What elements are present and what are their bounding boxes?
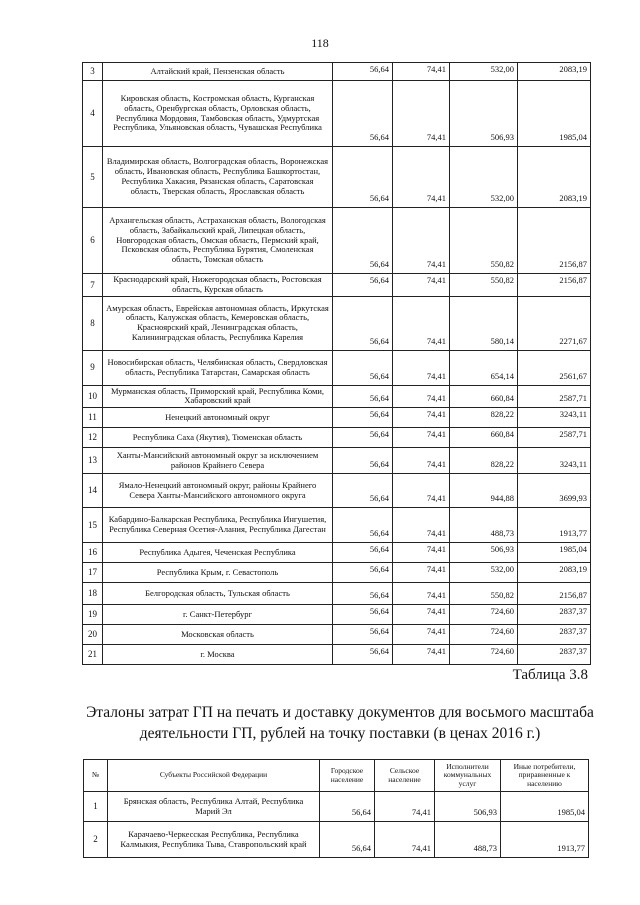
row-value-urban: 56,64 [333,350,393,385]
tariff-table-3-8-body [84,792,589,858]
table-row [83,474,591,508]
table-row [83,81,591,147]
row-number: 4 [83,81,103,147]
row-value-rural: 74,41 [393,563,450,583]
tariff-table-continued [82,62,591,665]
row-value-other: 1913,77 [518,508,591,543]
row-value-urban: 56,64 [333,428,393,448]
row-number: 12 [83,428,103,448]
row-value-rural: 74,41 [375,792,435,822]
table-row [83,63,591,81]
row-value-utilities: 828,22 [450,408,518,428]
row-value-rural: 74,41 [393,385,450,408]
row-value-utilities: 654,14 [450,350,518,385]
row-number: 17 [83,563,103,583]
table-row [84,792,589,822]
row-value-rural: 74,41 [393,274,450,297]
row-value-other: 2587,71 [518,428,591,448]
table-row [83,350,591,385]
row-subject: Мурманская область, Приморский край, Республика Коми, Хабаровский край [103,385,333,408]
row-value-other: 2156,87 [518,274,591,297]
table-row [83,448,591,474]
row-number: 1 [84,792,108,822]
row-value-rural: 74,41 [393,625,450,645]
row-value-urban: 56,64 [333,543,393,563]
row-value-urban: 56,64 [333,605,393,625]
row-value-utilities: 506,93 [450,543,518,563]
row-value-utilities: 550,82 [450,208,518,274]
row-value-urban: 56,64 [333,583,393,605]
row-value-rural: 74,41 [393,81,450,147]
row-subject: Кабардино-Балкарская Республика, Республика Ингушетия, Республика Северная Осетия-Алания, Республика Дагестан [103,508,333,543]
header-num: № [84,760,108,792]
row-value-other: 3243,11 [518,408,591,428]
header-rural: Сельское население [375,760,435,792]
row-value-rural: 74,41 [393,408,450,428]
row-subject: Республика Саха (Якутия), Тюменская область [103,428,333,448]
row-number: 10 [83,385,103,408]
table-row [83,508,591,543]
row-number: 7 [83,274,103,297]
row-value-other: 2083,19 [518,563,591,583]
header-other: Иные потребители, приравненные к населению [501,760,589,792]
page-number: 118 [311,36,329,50]
row-value-utilities: 488,73 [450,508,518,543]
row-value-urban: 56,64 [320,822,375,858]
row-value-utilities: 550,82 [450,583,518,605]
row-value-rural: 74,41 [393,474,450,508]
row-number: 14 [83,474,103,508]
row-value-urban: 56,64 [333,296,393,350]
row-value-urban: 56,64 [333,408,393,428]
row-value-rural: 74,41 [393,605,450,625]
row-subject: Брянская область, Республика Алтай, Республика Марий Эл [108,792,320,822]
row-subject: Белгородская область, Тульская область [103,583,333,605]
row-value-utilities: 724,60 [450,625,518,645]
table-row [83,147,591,208]
row-value-utilities: 506,93 [435,792,501,822]
header-utilities: Исполнители коммунальных услуг [435,760,501,792]
row-subject: Ненецкий автономный округ [103,408,333,428]
row-value-other: 2837,37 [518,645,591,665]
row-value-urban: 56,64 [333,474,393,508]
row-value-rural: 74,41 [393,583,450,605]
row-value-urban: 56,64 [320,792,375,822]
row-subject: Республика Крым, г. Севастополь [103,563,333,583]
row-number: 19 [83,605,103,625]
row-value-urban: 56,64 [333,208,393,274]
row-value-other: 2587,71 [518,385,591,408]
row-value-utilities: 724,60 [450,605,518,625]
row-value-utilities: 580,14 [450,296,518,350]
table-row [83,645,591,665]
row-value-other: 3243,11 [518,448,591,474]
row-number: 15 [83,508,103,543]
row-value-rural: 74,41 [393,350,450,385]
row-value-utilities: 532,00 [450,147,518,208]
table-row [83,583,591,605]
row-number: 21 [83,645,103,665]
row-value-utilities: 532,00 [450,63,518,81]
row-value-other: 2156,87 [518,208,591,274]
table-row [83,296,591,350]
table-row [83,543,591,563]
table-row [83,563,591,583]
row-value-urban: 56,64 [333,625,393,645]
table-caption: Таблица 3.8 [512,667,588,683]
table-row [83,385,591,408]
row-value-other: 2083,19 [518,147,591,208]
header-subject: Субъекты Российской Федерации [108,760,320,792]
row-number: 13 [83,448,103,474]
table-row [83,605,591,625]
row-value-other: 2837,37 [518,605,591,625]
row-value-utilities: 506,93 [450,81,518,147]
row-number: 18 [83,583,103,605]
row-number: 20 [83,625,103,645]
row-subject: Архангельская область, Астраханская область, Вологодская область, Забайкальский край, Липецкая область, Новгородская область, Омская область, Пермский край, Псковская область, Республика Бурятия, Смоленская область, Томская область [103,208,333,274]
row-value-utilities: 532,00 [450,563,518,583]
row-subject: г. Санкт-Петербург [103,605,333,625]
row-number: 11 [83,408,103,428]
table-row [83,428,591,448]
row-value-urban: 56,64 [333,274,393,297]
row-value-rural: 74,41 [393,296,450,350]
table-row [83,408,591,428]
row-subject: г. Москва [103,645,333,665]
row-value-utilities: 944,88 [450,474,518,508]
row-value-utilities: 724,60 [450,645,518,665]
row-value-urban: 56,64 [333,81,393,147]
row-value-utilities: 550,82 [450,274,518,297]
row-value-other: 1913,77 [501,822,589,858]
row-subject: Краснодарский край, Нижегородская область, Ростовская область, Курская область [103,274,333,297]
row-number: 3 [83,63,103,81]
row-subject: Ямало-Ненецкий автономный округ, районы Крайнего Севера Ханты-Мансийского автономного округа [103,474,333,508]
row-subject: Новосибирская область, Челябинская область, Свердловская область, Республика Татарстан, Самарская область [103,350,333,385]
row-value-utilities: 660,84 [450,428,518,448]
row-number: 9 [83,350,103,385]
row-value-rural: 74,41 [393,448,450,474]
row-value-rural: 74,41 [375,822,435,858]
header-row [84,760,589,792]
row-value-rural: 74,41 [393,645,450,665]
row-number: 8 [83,296,103,350]
row-value-rural: 74,41 [393,63,450,81]
row-subject: Карачаево-Черкесская Республика, Республика Калмыкия, Республика Тыва, Ставропольский край [108,822,320,858]
row-value-rural: 74,41 [393,147,450,208]
row-subject: Кировская область, Костромская область, Курганская область, Оренбургская область, Орловская область, Республика Мордовия, Тамбовская область, Удмуртская Республика, Ульяновская область, Чувашская Республика [103,81,333,147]
row-subject: Владимирская область, Волгоградская область, Воронежская область, Ивановская область, Республика Башкортостан, Республика Хакасия, Рязанская область, Саратовская область, Тверская область, Ярославская область [103,147,333,208]
row-value-other: 1985,04 [518,81,591,147]
row-subject: Амурская область, Еврейская автономная область, Иркутская область, Калужская область, Кемеровская область, Красноярский край, Ленинградская область, Калининградская область, Республика Карелия [103,296,333,350]
row-value-urban: 56,64 [333,147,393,208]
row-number: 6 [83,208,103,274]
row-value-other: 1985,04 [501,792,589,822]
tariff-table-body [83,63,591,665]
row-value-other: 2271,67 [518,296,591,350]
header-urban: Городское население [320,760,375,792]
table-row [83,274,591,297]
row-value-rural: 74,41 [393,508,450,543]
table-row [83,625,591,645]
row-value-urban: 56,64 [333,563,393,583]
row-value-other: 2083,19 [518,63,591,81]
row-subject: Ханты-Мансийский автономный округ за исключением районов Крайнего Севера [103,448,333,474]
row-subject: Алтайский край, Пензенская область [103,63,333,81]
row-subject: Республика Адыгея, Чеченская Республика [103,543,333,563]
table-row [84,822,589,858]
row-number: 5 [83,147,103,208]
row-value-urban: 56,64 [333,645,393,665]
row-value-other: 1985,04 [518,543,591,563]
row-value-urban: 56,64 [333,63,393,81]
row-value-other: 2837,37 [518,625,591,645]
row-value-utilities: 828,22 [450,448,518,474]
row-value-other: 2156,87 [518,583,591,605]
row-subject: Московская область [103,625,333,645]
row-number: 2 [84,822,108,858]
tariff-table-3-8 [83,759,589,858]
row-value-rural: 74,41 [393,543,450,563]
row-value-other: 3699,93 [518,474,591,508]
row-value-utilities: 660,84 [450,385,518,408]
row-number: 16 [83,543,103,563]
table-row [83,208,591,274]
row-value-urban: 56,64 [333,508,393,543]
row-value-urban: 56,64 [333,448,393,474]
row-value-urban: 56,64 [333,385,393,408]
row-value-rural: 74,41 [393,428,450,448]
table-heading: Эталоны затрат ГП на печать и доставку документов для восьмого масштаба деятельности ГП, рублей на точку поставки (в ценах 2016 г.) [86,704,594,742]
row-value-rural: 74,41 [393,208,450,274]
row-value-utilities: 488,73 [435,822,501,858]
row-value-other: 2561,67 [518,350,591,385]
